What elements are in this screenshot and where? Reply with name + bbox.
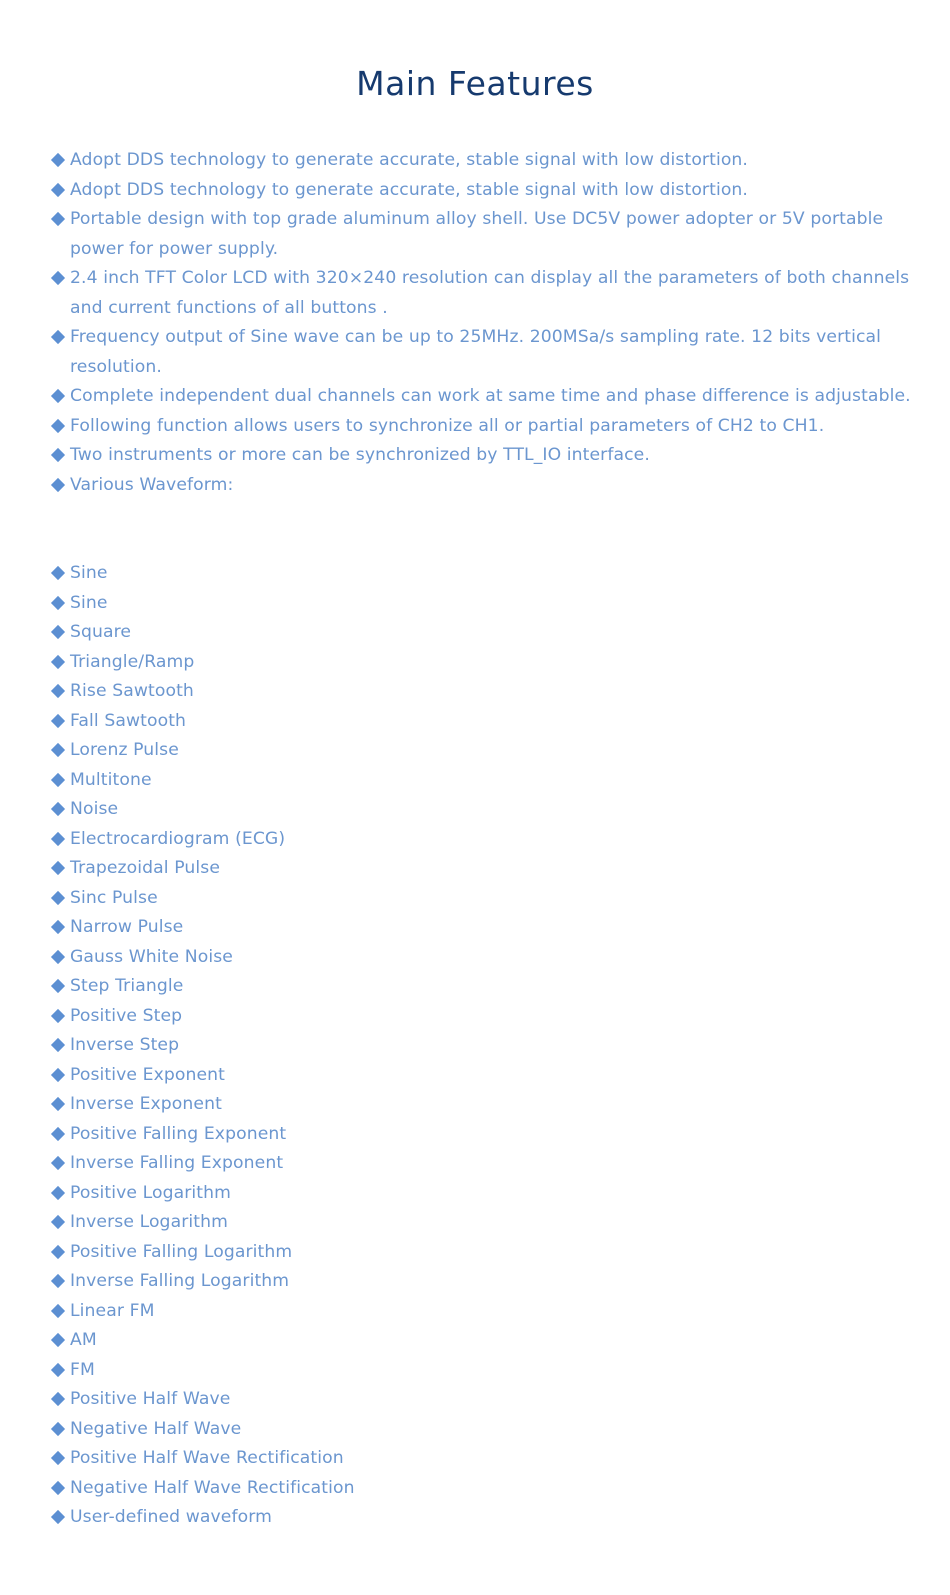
diamond-bullet-icon: [51, 1008, 65, 1022]
waveform-item: [52, 1503, 922, 1533]
waveform-item: [52, 618, 922, 648]
waveform-item: [52, 1297, 922, 1327]
diamond-bullet-icon: [51, 625, 65, 639]
diamond-bullet-icon: [51, 920, 65, 934]
feature-text: Adopt DDS technology to generate accurate, stable signal with low distortion.: [70, 179, 748, 200]
waveform-list: [52, 559, 922, 1533]
waveform-text: Trapezoidal Pulse: [70, 858, 221, 878]
feature-list: [52, 146, 922, 500]
feature-item: [52, 176, 922, 206]
waveform-item: [52, 913, 922, 943]
diamond-bullet-icon: [51, 949, 65, 963]
diamond-bullet-icon: [51, 743, 65, 757]
waveform-item: [52, 766, 922, 796]
feature-text: Various Waveform:: [70, 474, 234, 495]
waveform-text: Inverse Falling Exponent: [70, 1153, 284, 1173]
diamond-bullet-icon: [51, 1126, 65, 1140]
waveform-item: [52, 884, 922, 914]
feature-item: [52, 205, 922, 264]
waveform-text: Step Triangle: [70, 976, 184, 996]
waveform-item: [52, 1149, 922, 1179]
feature-text: Two instruments or more can be synchronized by TTL_IO interface.: [70, 445, 650, 465]
waveform-item: [52, 943, 922, 973]
waveform-item: [52, 1238, 922, 1268]
diamond-bullet-icon: [51, 713, 65, 727]
waveform-text: Sinc Pulse: [70, 887, 158, 908]
diamond-bullet-icon: [51, 477, 65, 491]
waveform-item: [52, 825, 922, 855]
feature-item: [52, 146, 922, 176]
waveform-item: [52, 648, 922, 678]
waveform-text: Positive Exponent: [70, 1064, 225, 1085]
waveform-item: [52, 1061, 922, 1091]
waveform-item: [52, 1208, 922, 1238]
diamond-bullet-icon: [51, 979, 65, 993]
feature-text: Portable design with top grade aluminum alloy shell. Use DC5V power adopter or 5V portable power for power supply.: [70, 209, 884, 259]
waveform-text: Positive Falling Logarithm: [70, 1241, 293, 1262]
waveform-text: Narrow Pulse: [70, 917, 184, 937]
waveform-item: [52, 589, 922, 619]
diamond-bullet-icon: [51, 1451, 65, 1465]
feature-text: 2.4 inch TFT Color LCD with 320×240 resolution can display all the parameters of both channels and current functions of all buttons .: [70, 268, 910, 318]
waveform-item: [52, 1444, 922, 1474]
waveform-item: [52, 1326, 922, 1356]
feature-item: [52, 382, 922, 412]
feature-item: [52, 471, 922, 501]
diamond-bullet-icon: [51, 1097, 65, 1111]
waveform-text: Positive Step: [70, 1005, 183, 1026]
diamond-bullet-icon: [51, 212, 65, 226]
waveform-text: Positive Half Wave Rectification: [70, 1448, 344, 1468]
waveform-item: [52, 1120, 922, 1150]
diamond-bullet-icon: [51, 861, 65, 875]
waveform-text: Positive Falling Exponent: [70, 1123, 287, 1144]
diamond-bullet-icon: [51, 153, 65, 167]
waveform-text: Negative Half Wave: [70, 1418, 242, 1439]
feature-text: Complete independent dual channels can work at same time and phase difference is adjustable.: [70, 386, 911, 406]
diamond-bullet-icon: [51, 1156, 65, 1170]
diamond-bullet-icon: [51, 1421, 65, 1435]
diamond-bullet-icon: [51, 802, 65, 816]
diamond-bullet-icon: [51, 1185, 65, 1199]
diamond-bullet-icon: [51, 684, 65, 698]
waveform-text: Square: [70, 622, 132, 642]
diamond-bullet-icon: [51, 389, 65, 403]
diamond-bullet-icon: [51, 1362, 65, 1376]
waveform-text: Rise Sawtooth: [70, 681, 194, 701]
waveform-item: [52, 559, 922, 589]
waveform-text: Electrocardiogram (ECG): [70, 828, 286, 849]
diamond-bullet-icon: [51, 330, 65, 344]
waveform-text: Sine: [70, 592, 108, 613]
diamond-bullet-icon: [51, 182, 65, 196]
waveform-text: Multitone: [70, 769, 152, 790]
diamond-bullet-icon: [51, 595, 65, 609]
diamond-bullet-icon: [51, 566, 65, 580]
diamond-bullet-icon: [51, 271, 65, 285]
waveform-item: [52, 707, 922, 737]
diamond-bullet-icon: [51, 1067, 65, 1081]
diamond-bullet-icon: [51, 1333, 65, 1347]
feature-item: [52, 264, 922, 323]
waveform-item: [52, 1090, 922, 1120]
waveform-item: [52, 1031, 922, 1061]
diamond-bullet-icon: [51, 772, 65, 786]
waveform-text: Positive Half Wave: [70, 1389, 231, 1409]
waveform-text: Inverse Step: [70, 1035, 180, 1055]
waveform-item: [52, 677, 922, 707]
diamond-bullet-icon: [51, 1392, 65, 1406]
waveform-item: [52, 1002, 922, 1032]
waveform-item: [52, 1474, 922, 1504]
feature-text: Adopt DDS technology to generate accurate, stable signal with low distortion.: [70, 150, 748, 170]
page-title: Main Features: [356, 64, 594, 103]
feature-item: [52, 412, 922, 442]
waveform-item: [52, 1179, 922, 1209]
waveform-item: [52, 736, 922, 766]
diamond-bullet-icon: [51, 1480, 65, 1494]
waveform-text: Sine: [70, 563, 108, 583]
diamond-bullet-icon: [51, 1303, 65, 1317]
diamond-bullet-icon: [51, 1215, 65, 1229]
waveform-text: Positive Logarithm: [70, 1182, 231, 1203]
waveform-text: Noise: [70, 799, 119, 819]
waveform-text: AM: [70, 1330, 97, 1350]
waveform-item: [52, 1267, 922, 1297]
feature-text: Frequency output of Sine wave can be up to 25MHz. 200MSa/s sampling rate. 12 bits vertical resolution.: [70, 327, 882, 377]
waveform-item: [52, 1415, 922, 1445]
diamond-bullet-icon: [51, 1274, 65, 1288]
feature-item: [52, 323, 922, 382]
waveform-text: User-defined waveform: [70, 1507, 272, 1527]
waveform-text: Linear FM: [70, 1300, 155, 1321]
waveform-text: Gauss White Noise: [70, 946, 233, 967]
waveform-text: Triangle/Ramp: [70, 651, 195, 672]
diamond-bullet-icon: [51, 1038, 65, 1052]
waveform-text: FM: [70, 1359, 95, 1380]
feature-item: [52, 441, 922, 471]
waveform-text: Fall Sawtooth: [70, 710, 187, 731]
waveform-text: Negative Half Wave Rectification: [70, 1477, 355, 1498]
waveform-text: Inverse Exponent: [70, 1094, 222, 1114]
waveform-text: Inverse Falling Logarithm: [70, 1271, 290, 1291]
waveform-item: [52, 854, 922, 884]
diamond-bullet-icon: [51, 890, 65, 904]
waveform-item: [52, 1385, 922, 1415]
waveform-item: [52, 795, 922, 825]
diamond-bullet-icon: [51, 654, 65, 668]
diamond-bullet-icon: [51, 1244, 65, 1258]
diamond-bullet-icon: [51, 448, 65, 462]
diamond-bullet-icon: [51, 1510, 65, 1524]
diamond-bullet-icon: [51, 418, 65, 432]
feature-text: Following function allows users to synchronize all or partial parameters of CH2 to CH1.: [70, 415, 825, 436]
waveform-text: Inverse Logarithm: [70, 1212, 228, 1232]
waveform-text: Lorenz Pulse: [70, 740, 179, 760]
waveform-item: [52, 972, 922, 1002]
waveform-item: [52, 1356, 922, 1386]
diamond-bullet-icon: [51, 831, 65, 845]
